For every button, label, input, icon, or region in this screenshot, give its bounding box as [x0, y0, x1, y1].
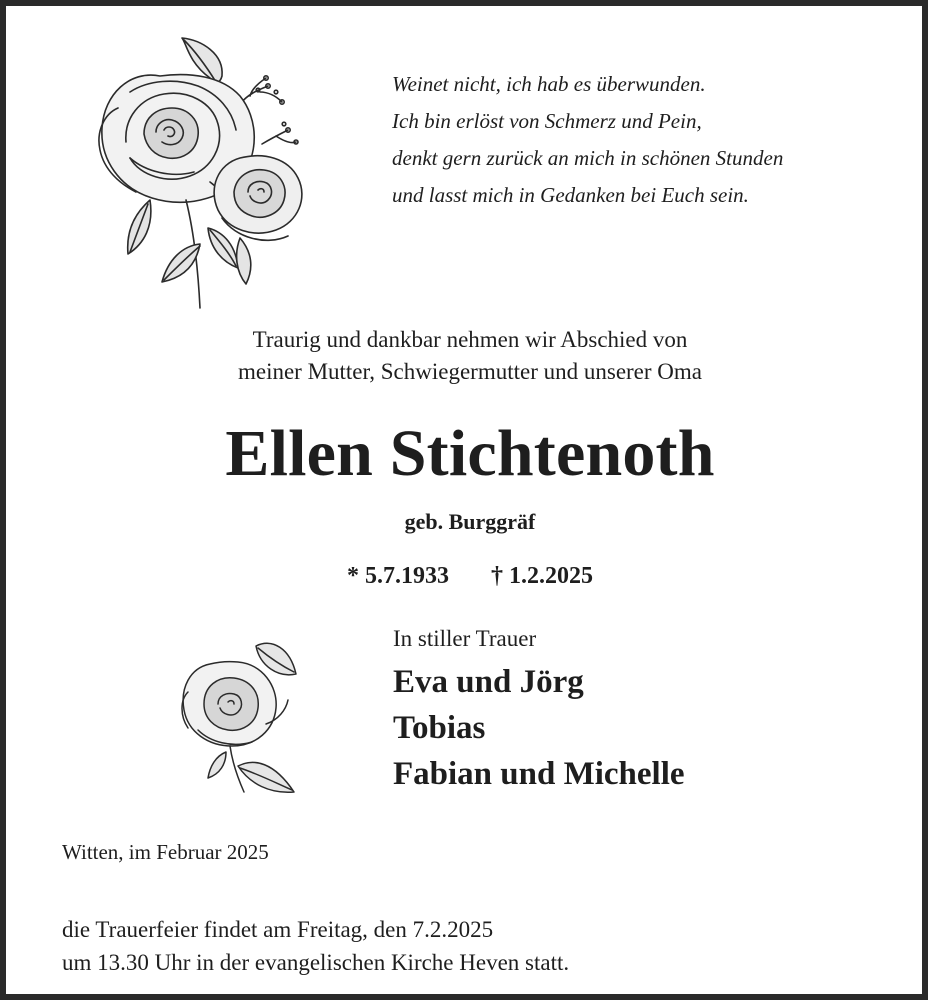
farewell-intro [6, 324, 928, 388]
poem [392, 66, 902, 214]
mourner-name: Tobias [393, 710, 486, 746]
ceremony-line: um 13.30 Uhr in der evangelischen Kirche Heven statt. [62, 950, 570, 975]
ceremony-info [62, 913, 569, 979]
mourner-name: Eva und Jörg [393, 664, 584, 700]
place-date: Witten, im Februar 2025 [62, 840, 269, 864]
single-rose-icon [174, 634, 306, 800]
birth-date: * 5.7.1933 [347, 563, 449, 589]
mourners-list [393, 659, 685, 797]
maiden-name: geb. Burggräf [404, 509, 536, 534]
life-dates [6, 560, 928, 592]
intro-line: meiner Mutter, Schwiegermutter und unserer Oma [237, 359, 703, 384]
rose-bouquet-icon [90, 32, 340, 314]
intro-line: Traurig und dankbar nehmen wir Abschied von [252, 327, 688, 352]
poem-line: Weinet nicht, ich hab es überwunden. [392, 72, 706, 96]
death-date: † 1.2.2025 [491, 563, 593, 589]
ceremony-line: die Trauerfeier findet am Freitag, den 7.2.2025 [62, 917, 494, 942]
mourning-label: In stiller Trauer [393, 626, 537, 651]
poem-line: und lasst mich in Gedanken bei Euch sein. [392, 183, 749, 207]
poem-line: denkt gern zurück an mich in schönen Stunden [392, 146, 784, 170]
mourner-name: Fabian und Michelle [393, 756, 685, 792]
poem-line: Ich bin erlöst von Schmerz und Pein, [392, 109, 702, 133]
deceased-name: Ellen Stichtenoth [225, 417, 715, 490]
